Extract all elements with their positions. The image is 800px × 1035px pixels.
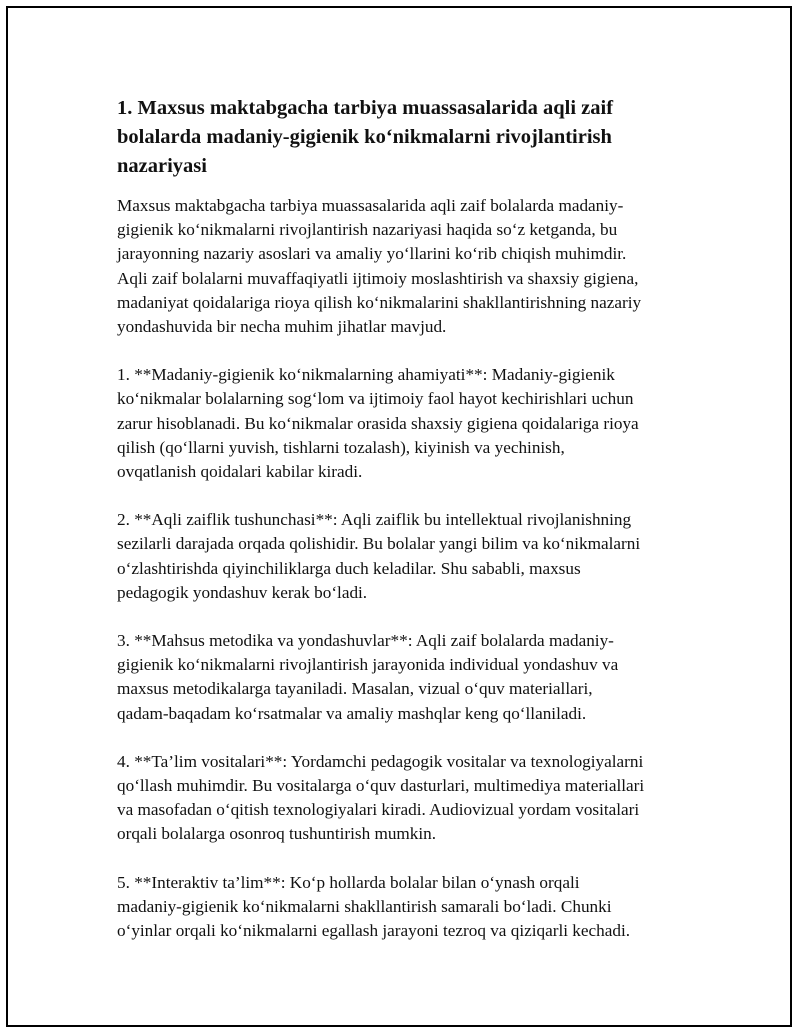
- intro-paragraph: Maxsus maktabgacha tarbiya muassasalarida aqli zaif bolalarda madaniy- gigienik ko‘nikmalarni rivojlantirish nazariyasi haqida so‘z ketganda, bu jarayonning nazariy asoslari va amaliy yo‘llarini ko‘rib chiqish muhimdir. Aqli zaif bolalarni muvaffaqiyatli ijtimoiy moslashtirish va shaxsiy gigiena, madaniyat qoidalariga rioya qilish ko‘nikmalarini shakllantirishning nazariy yondashuvida bir necha muhim jihatlar mavjud.: [117, 196, 642, 337]
- paragraph-item-5: 5. **Interaktiv ta’lim**: Ko‘p hollarda bolalar bilan o‘ynash orqali madaniy-gigienik ko‘nikmalarni shakllantirish samarali bo‘ladi. Chunki o‘yinlar orqali ko‘nikmalarni egallash jarayoni tezroq va qiziqarli kechadi.: [117, 872, 631, 941]
- document-body: [117, 94, 687, 967]
- paragraph-item-3: 3. **Mahsus metodika va yondashuvlar**: Aqli zaif bolalarda madaniy- gigienik ko‘nikmalarni rivojlantirish jarayonida individual yondashuv va maxsus metodikalarga tayaniladi. Masalan, vizual o‘quv materiallari, qadam-baqadam ko‘rsatmalar va amaliy mashqlar keng qo‘llaniladi.: [117, 631, 619, 723]
- paragraph-item-2: 2. **Aqli zaiflik tushunchasi**: Aqli zaiflik bu intellektual rivojlanishning sezilarli darajada orqada qolishidir. Bu bolalar yangi bilim va ko‘nikmalarni o‘zlashtirishda qiyinchiliklarga duch keladilar. Shu sababli, maxsus pedagogik yondashuv kerak bo‘ladi.: [117, 510, 641, 602]
- document-title: 1. Maxsus maktabgacha tarbiya muassasalarida aqli zaif bolalarda madaniy-gigienik ko‘nikmalarni rivojlantirish nazariyasi: [117, 97, 614, 177]
- paragraph-item-1: 1. **Madaniy-gigienik ko‘nikmalarning ahamiyati**: Madaniy-gigienik ko‘nikmalar bolalarning sog‘lom va ijtimoiy faol hayot kechirishlari uchun zarur hisoblanadi. Bu ko‘nikmalar orasida shaxsiy gigiena qoidalariga rioya qilish (qo‘llarni yuvish, tishlarni tozalash), kiyinish va yechinish, ovqatlanish qoidalari kabilar kiradi.: [117, 365, 639, 482]
- paragraph-item-4: 4. **Ta’lim vositalari**: Yordamchi pedagogik vositalar va texnologiyalarni qo‘llash muhimdir. Bu vositalarga o‘quv dasturlari, multimediya materiallari va masofadan o‘qitish texnologiyalari kiradi. Audiovizual yordam vositalari orqali bolalarga osonroq tushuntirish mumkin.: [117, 751, 645, 844]
